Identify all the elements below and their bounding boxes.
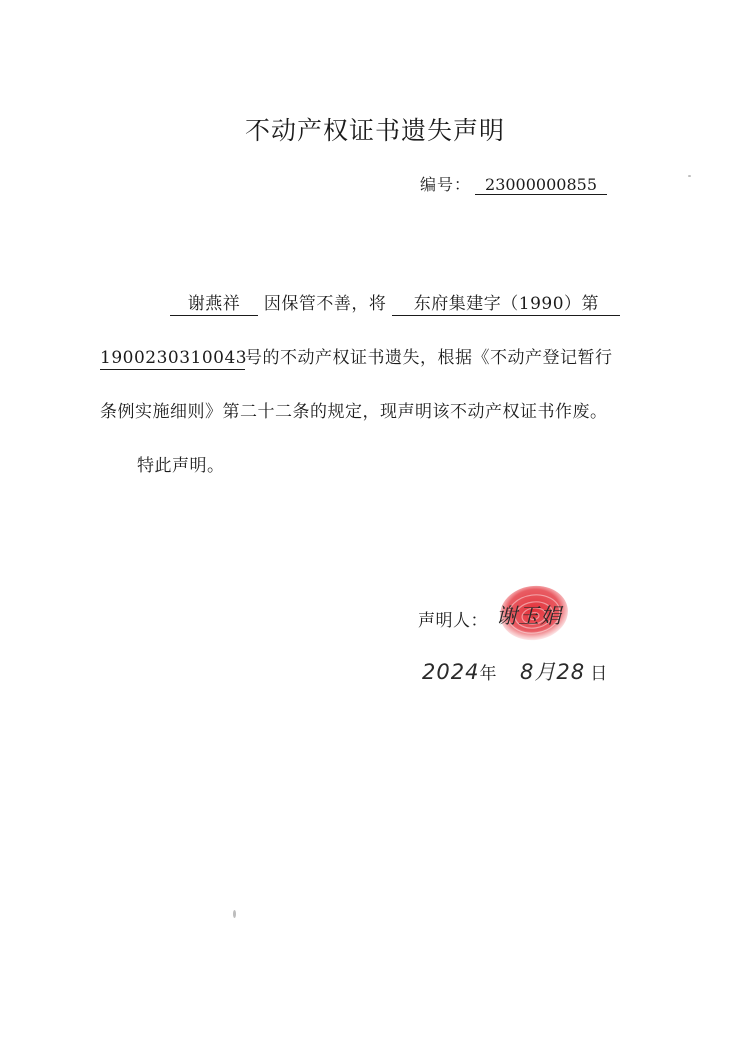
date-month: 8 [520, 660, 535, 684]
document-title: 不动产权证书遗失声明 [244, 116, 505, 145]
closing-statement: 特此声明。 [137, 456, 225, 476]
body-text-2: 号的不动产权证书遗失，根据《不动产登记暂行 [245, 348, 613, 368]
serial-label: 编号： [420, 175, 472, 194]
date-year-unit: 年 [479, 664, 497, 684]
date-month-unit: 月 [534, 660, 557, 684]
declaration-date [422, 656, 608, 686]
owner-name: 谢燕祥 [170, 295, 258, 316]
body-line-2 [100, 343, 613, 370]
declarant-signature: 谢玉娟 [496, 604, 562, 628]
body-line-1 [170, 289, 620, 316]
body-text-1: 因保管不善，将 [263, 294, 387, 314]
certificate-number: 1900230310043 [100, 348, 248, 368]
date-year: 2024 [422, 660, 480, 684]
scan-speck [688, 175, 691, 177]
body-line-3: 条例实施细则》第二十二条的规定，现声明该不动产权证书作废。 [100, 402, 608, 422]
scan-speck [233, 910, 236, 918]
serial-number [420, 172, 607, 195]
date-day-unit: 日 [590, 664, 608, 684]
date-day: 28 [556, 660, 586, 684]
declarant-label: 声明人： [418, 611, 488, 631]
serial-value: 23000000855 [475, 176, 607, 195]
certificate-prefix: 东府集建字（1990）第 [392, 295, 620, 316]
